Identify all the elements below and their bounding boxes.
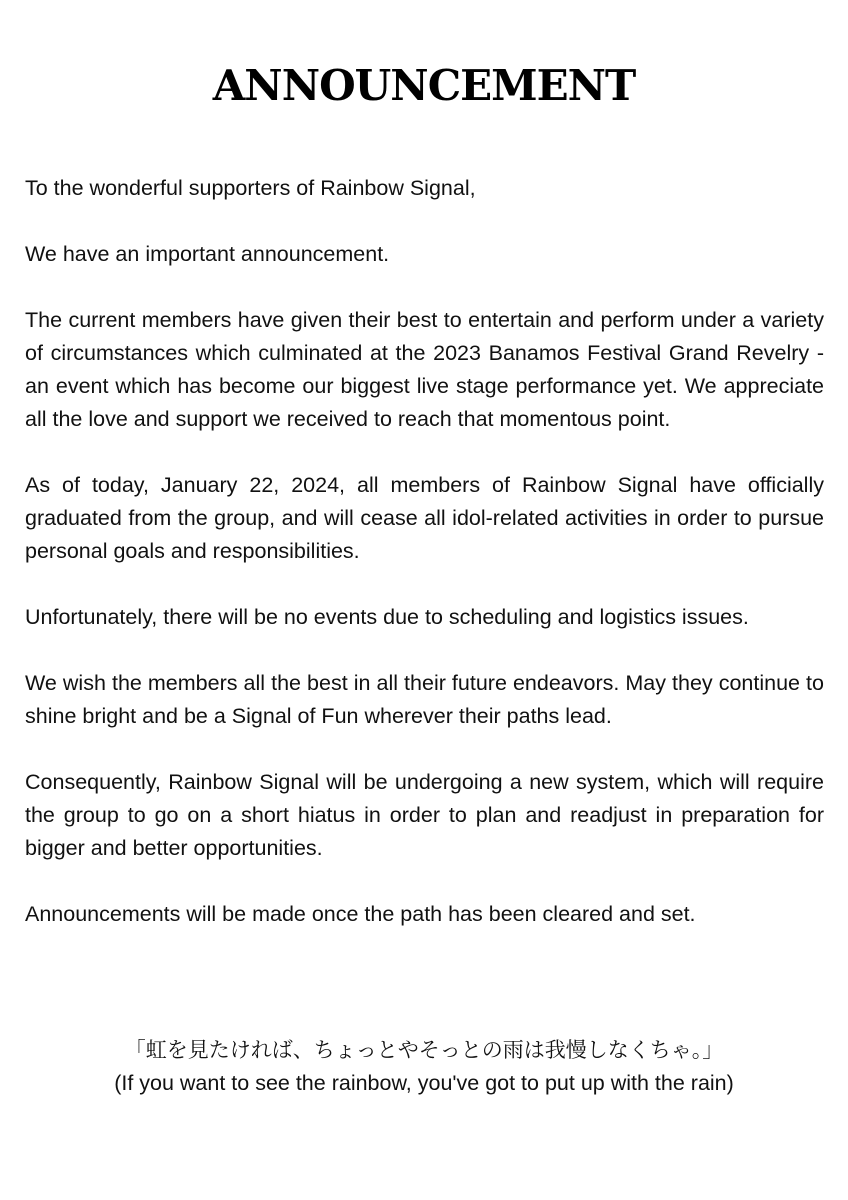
- announcement-body: [25, 172, 824, 964]
- hiatus-paragraph: Consequently, Rainbow Signal will be undergoing a new system, which will require the group to go on a short hiatus in order to plan and readjust in preparation for bigger and better opportunities.: [25, 770, 824, 860]
- page-title: ANNOUNCEMENT: [212, 61, 636, 110]
- quote-english-translation: (If you want to see the rainbow, you've got to put up with the rain): [114, 1071, 734, 1095]
- no-events-paragraph: Unfortunately, there will be no events due to scheduling and logistics issues.: [25, 605, 749, 629]
- members-performance-paragraph: The current members have given their best to entertain and perform under a variety of circumstances which culminated at the 2023 Banamos Festival Grand Revelry - an event which has become our biggest live stage performance yet. We appreciate all the love and support we received to reach that momentous point.: [25, 308, 824, 431]
- closing-quote: [0, 1034, 848, 1100]
- quote-japanese: 「虹を見たければ、ちょっとやそっとの雨は我慢しなくちゃ。」: [124, 1038, 724, 1062]
- future-announcements-paragraph: Announcements will be made once the path has been cleared and set.: [25, 902, 696, 926]
- intro-paragraph: We have an important announcement.: [25, 242, 390, 266]
- well-wishes-paragraph: We wish the members all the best in all their future endeavors. May they continue to shine bright and be a Signal of Fun wherever their paths lead.: [25, 671, 824, 728]
- graduation-paragraph: As of today, January 22, 2024, all members of Rainbow Signal have officially graduated from the group, and will cease all idol-related activities in order to pursue personal goals and responsibilities.: [25, 473, 824, 563]
- greeting-paragraph: To the wonderful supporters of Rainbow Signal,: [25, 176, 476, 200]
